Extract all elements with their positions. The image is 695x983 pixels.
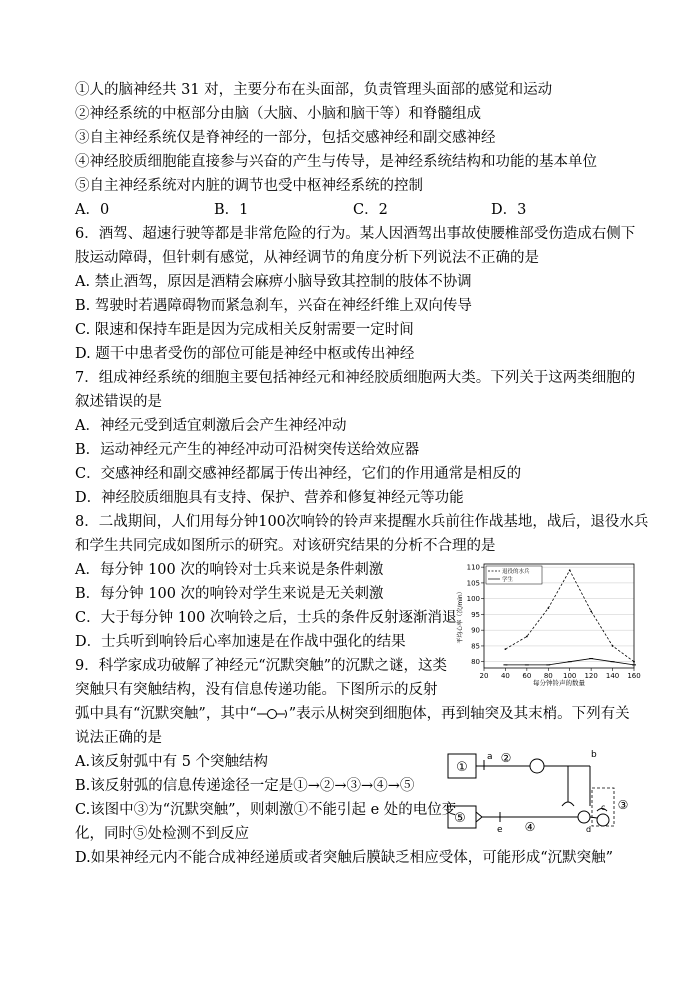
q5-statement-4: ④神经胶质细胞能直接参与兴奋的产生与传导，是神经系统结构和功能的基本单位 [75, 154, 597, 170]
effector-arrow-icon [476, 812, 482, 822]
chart-legend [486, 566, 542, 584]
label-e: e [497, 825, 503, 835]
neuron-body-3 [578, 811, 590, 823]
chart-point-veteran [590, 610, 592, 612]
q5-option-a: A．0 [75, 202, 110, 218]
chart-x-tick-label: 40 [500, 672, 510, 680]
chart-y-axis-label: 平均心率（次/min） [457, 588, 464, 644]
q5-option-c: C．2 [353, 202, 388, 218]
label-circle-4: ④ [524, 820, 536, 834]
q7-stem-line1: 7．组成神经系统的细胞主要包括神经元和神经胶质细胞两大类。下列关于这两类细胞的 [75, 370, 636, 386]
q9-stem-line3 [75, 704, 630, 724]
chart-x-tick-label: 60 [522, 672, 532, 680]
q6-option-c: C. 限速和保持车距是因为完成相关反射需要一定时间 [75, 322, 414, 338]
label-b: b [591, 750, 597, 760]
chart-point-veteran [633, 661, 635, 663]
q7-option-a: A．神经元受到适宜刺激后会产生神经冲动 [75, 418, 347, 434]
q9-stem-line3-part1: 弧中具有“沉默突触”，其中“ [75, 706, 257, 722]
q7-option-c: C．交感神经和副交感神经都属于传出神经，它们的作用通常是相反的 [75, 466, 522, 482]
q9-option-c-line1: C.该图中③为“沉默突触”，则刺激①不能引起 e 处的电位变 [75, 802, 457, 818]
q7-stem-line2: 叙述错误的是 [75, 394, 162, 410]
reflex-arc-diagram [440, 746, 640, 836]
q5-option-b: B．1 [214, 202, 249, 218]
q7-option-d: D．神经胶质细胞具有支持、保护、营养和修复神经元等功能 [75, 490, 464, 506]
chart-y-tick-label: 110 [466, 563, 480, 572]
chart-y-tick-label: 90 [471, 626, 480, 635]
neuron-symbol-icon [257, 708, 289, 720]
q7-option-b: B．运动神经元产生的神经冲动可沿树突传送给效应器 [75, 442, 420, 458]
chart-x-tick-label: 140 [605, 672, 620, 680]
q8-stem-line1: 8．二战期间，人们用每分钟100次响铃的铃声来提醒水兵前往作战基地，战后，退役水兵 [75, 514, 649, 530]
q5-statement-3: ③自主神经系统仅是脊神经的一部分，包括交感神经和副交感神经 [75, 130, 496, 146]
heart-rate-chart [446, 558, 642, 688]
q8-stem-line2: 和学生共同完成如图所示的研究。对该研究结果的分析不合理的是 [75, 538, 496, 554]
q5-statement-2: ②神经系统的中枢部分由脑（大脑、小脑和脑干等）和脊髓组成 [75, 106, 481, 122]
q8-option-b: B．每分钟 100 次的响铃对学生来说是无关刺激 [75, 586, 384, 602]
q6-option-a: A. 禁止酒驾，原因是酒精会麻痹小脑导致其控制的肢体不协调 [75, 274, 472, 290]
legend-series-2: 学生 [502, 577, 514, 583]
label-d: d [586, 825, 592, 834]
q9-stem-line4: 说法正确的是 [75, 730, 162, 746]
label-circle-5: ⑤ [454, 811, 466, 826]
synapse-left [562, 802, 574, 806]
chart-y-tick-label: 100 [466, 595, 480, 604]
q9-stem-line1: 9．科学家成功破解了神经元“沉默突触”的沉默之谜，这类 [75, 658, 448, 674]
chart-x-tick-label: 100 [563, 672, 577, 680]
q6-stem-line2: 肢运动障碍，但针刺有感觉，从神经调节的角度分析下列说法不正确的是 [75, 250, 539, 266]
q8-option-c: C．大于每分钟 100 次响铃之后，士兵的条件反射逐渐消退 [75, 610, 457, 626]
neuron-body-2 [597, 814, 609, 826]
chart-point-veteran [547, 607, 549, 609]
chart-y-tick-label: 80 [471, 658, 480, 667]
q6-stem-line1: 6．酒驾、超速行驶等都是非常危险的行为。某人因酒驾出事故使腰椎部受伤造成右侧下 [75, 226, 636, 242]
chart-x-tick-label: 120 [584, 672, 598, 680]
q5-option-d: D．3 [491, 202, 527, 218]
chart-point-veteran [569, 569, 571, 571]
fiber-to-neuron-2 [590, 817, 597, 818]
q9-option-a: A.该反射弧中有 5 个突触结构 [75, 754, 269, 770]
label-circle-3: ③ [617, 798, 629, 812]
q8-option-d: D．士兵听到响铃后心率加速是在作战中强化的结果 [75, 634, 406, 650]
chart-x-tick-label: 20 [479, 672, 489, 680]
chart-y-tick-label: 95 [471, 610, 480, 619]
q8-option-a: A．每分钟 100 次的响铃对士兵来说是条件刺激 [75, 562, 384, 578]
neuron-body-1 [530, 759, 544, 773]
legend-series-1: 退役的水兵 [502, 569, 530, 575]
chart-point-veteran [505, 648, 507, 650]
chart-point-veteran [612, 645, 614, 647]
chart-y-tick-label: 105 [466, 579, 480, 588]
chart-x-tick-label: 160 [627, 672, 641, 680]
q9-option-c-line2: 化，同时⑤处检测不到反应 [75, 826, 249, 842]
q9-option-b: B.该反射弧的信息传递途径一定是①→②→③→④→⑤ [75, 778, 415, 794]
q5-statement-5: ⑤自主神经系统对内脏的调节也受中枢神经系统的控制 [75, 178, 423, 194]
chart-x-tick-label: 80 [543, 672, 553, 680]
label-c: c [601, 803, 606, 812]
q5-statement-1: ①人的脑神经共 31 对，主要分布在头面部，负责管理头面部的感觉和运动 [75, 82, 553, 98]
q6-option-d: D. 题干中患者受伤的部位可能是神经中枢或传出神经 [75, 346, 415, 362]
q9-stem-line2: 突触只有突触结构，没有信息传递功能。下图所示的反射 [75, 682, 438, 698]
label-a: a [487, 752, 493, 762]
q9-option-d: D.如果神经元内不能合成神经递质或者突触后膜缺乏相应受体，可能形成“沉默突触” [75, 850, 614, 866]
label-circle-1: ① [456, 760, 468, 775]
chart-y-tick-label: 85 [471, 642, 480, 651]
chart-x-axis-label: 每分钟铃声的数量 [533, 679, 585, 687]
chart-point-veteran [526, 636, 528, 638]
chart-y-ticks [467, 564, 484, 667]
q6-option-b: B. 驾驶时若遇障碍物而紧急刹车，兴奋在神经纤维上双向传导 [75, 298, 472, 314]
q9-stem-line3-part2: ”表示从树突到细胞体，再到轴突及其末梢。下列有关 [288, 706, 630, 722]
label-circle-2: ② [500, 751, 512, 765]
